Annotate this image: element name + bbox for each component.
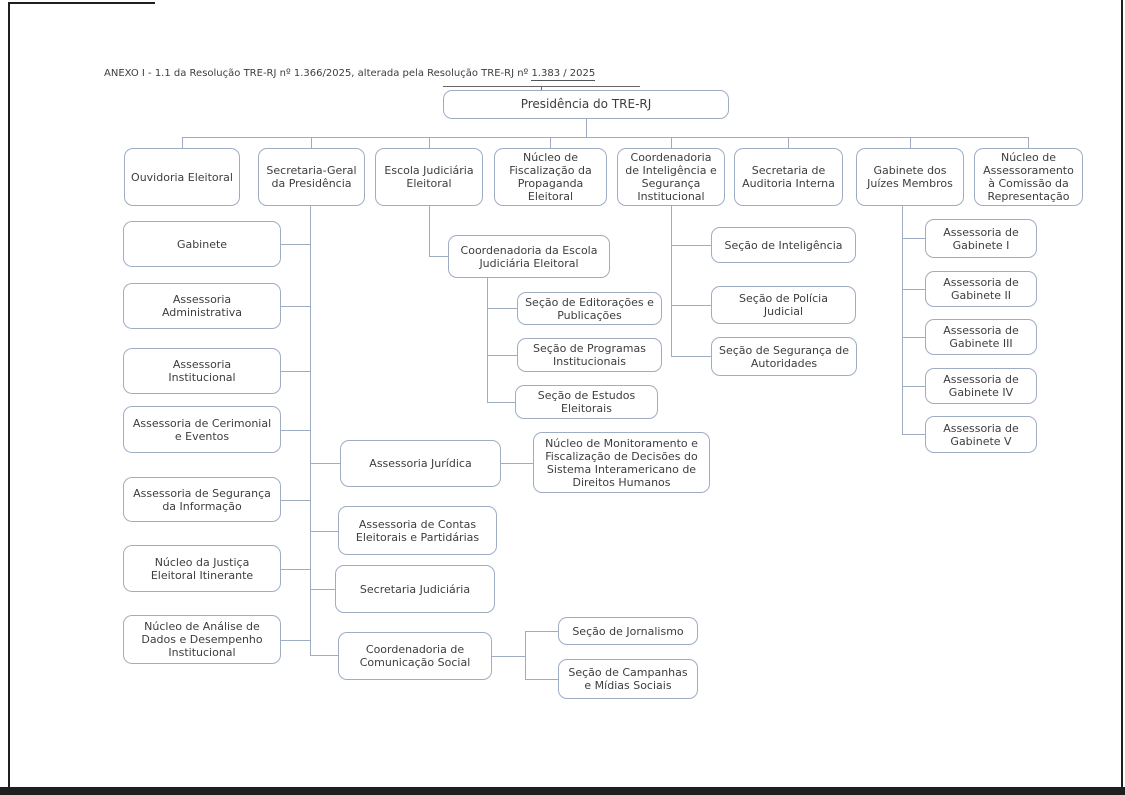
org-node-label: Escola Judiciária Eleitoral — [384, 164, 474, 190]
org-node-label: Seção de Campanhas e Mídias Sociais — [568, 666, 688, 692]
page-border-left — [8, 2, 10, 787]
org-node-assessoria-gabinete-3 — [925, 319, 1037, 355]
org-node-label: Assessoria de Gabinete V — [943, 421, 1019, 448]
connector-line — [902, 434, 925, 435]
connector-line — [1028, 137, 1029, 148]
connector-line — [525, 631, 526, 679]
connector-line — [525, 679, 558, 680]
org-node-label: Presidência do TRE-RJ — [520, 97, 652, 111]
org-node-nucleo-monitoramento-sidh — [533, 432, 710, 493]
org-node-assessoria-contas — [338, 506, 497, 555]
org-node-secao-estudos — [515, 385, 658, 419]
org-node-secao-policia-judicial — [711, 286, 856, 324]
org-node-assessoria-institucional — [123, 348, 281, 394]
org-node-coordenadoria-inteligencia — [617, 148, 725, 206]
connector-line — [281, 430, 310, 431]
org-node-presidencia — [443, 90, 729, 119]
org-node-nucleo-analise-dados — [123, 615, 281, 664]
org-node-label: Assessoria de Gabinete III — [943, 324, 1019, 350]
org-node-label: Coordenadoria de Inteligência e Segurança Institucional — [625, 151, 717, 203]
connector-line — [281, 500, 310, 501]
connector-line — [310, 655, 338, 656]
org-node-label: Coordenadoria da Escola Judiciária Eleitoral — [460, 243, 598, 270]
org-node-label: Núcleo de Análise de Dados e Desempenho Institucional — [141, 620, 263, 659]
connector-line — [671, 356, 711, 357]
connector-line — [586, 119, 587, 137]
org-node-label: Assessoria Jurídica — [369, 457, 472, 470]
org-node-secao-editoracoes — [517, 292, 662, 325]
org-node-assessoria-gabinete-2 — [925, 271, 1037, 307]
connector-line — [281, 306, 310, 307]
org-node-label: Assessoria de Gabinete I — [943, 225, 1019, 252]
connector-line — [310, 463, 340, 464]
org-node-gabinete-juizes — [856, 148, 964, 206]
org-node-secao-jornalismo — [558, 617, 698, 645]
org-node-ouvidoria — [124, 148, 240, 206]
connector-line — [429, 256, 448, 257]
org-node-secretaria-judiciaria — [335, 565, 495, 613]
org-node-label: Gabinete — [176, 237, 228, 251]
connector-line — [525, 631, 558, 632]
org-node-coordenadoria-escola — [448, 235, 610, 278]
org-node-label: Assessoria de Gabinete II — [943, 276, 1019, 302]
connector-line — [671, 245, 711, 246]
connector-line — [182, 137, 1029, 138]
org-node-secao-campanhas — [558, 659, 698, 699]
org-node-assessoria-administrativa — [123, 283, 281, 329]
org-node-label: Assessoria de Cerimonial e Eventos — [132, 416, 272, 443]
connector-line — [281, 244, 310, 245]
connector-line — [902, 337, 925, 338]
org-node-label: Seção de Editorações e Publicações — [525, 295, 654, 322]
connector-line — [310, 589, 335, 590]
org-node-label: Seção de Segurança de Autoridades — [719, 343, 849, 370]
org-node-assessoria-cerimonial — [123, 406, 281, 453]
org-node-label: Secretaria-Geral da Presidência — [266, 164, 357, 190]
connector-line — [281, 569, 310, 570]
connector-line — [310, 531, 338, 532]
org-node-label: Assessoria Administrativa — [161, 293, 243, 319]
org-node-nucleo-assessoramento-comissao — [974, 148, 1083, 206]
org-node-coordenadoria-comunicacao — [338, 632, 492, 680]
org-node-label: Núcleo da Justiça Eleitoral Itinerante — [150, 555, 254, 582]
connector-line — [671, 137, 672, 148]
connector-line — [492, 656, 525, 657]
page-border-right — [1121, 0, 1123, 787]
connector-line — [429, 206, 430, 257]
connector-line — [671, 206, 672, 356]
org-node-label: Assessoria de Gabinete IV — [943, 373, 1019, 399]
annotation-text — [104, 68, 595, 79]
org-node-escola-judiciaria — [375, 148, 483, 206]
connector-line — [902, 206, 903, 435]
org-node-auditoria-interna — [734, 148, 843, 206]
connector-line — [671, 305, 711, 306]
org-node-secao-seguranca-autoridades — [711, 337, 857, 376]
org-node-label: Núcleo de Monitoramento e Fiscalização de Decisões do Sistema Interamericano de Direitos Humanos — [545, 436, 698, 489]
org-node-secretaria-geral — [258, 148, 365, 206]
org-node-nucleo-justica-itinerante — [123, 545, 281, 592]
org-node-gabinete — [123, 221, 281, 267]
annotation-amended-number: 1.383 / 2025 — [531, 68, 596, 79]
connector-line — [487, 308, 517, 309]
connector-line — [902, 386, 925, 387]
connector-line — [902, 238, 925, 239]
connector-line — [429, 137, 430, 148]
org-node-label: Secretaria de Auditoria Interna — [742, 164, 835, 190]
org-node-nucleo-fiscalizacao-propaganda — [494, 148, 607, 206]
org-node-label: Seção de Inteligência — [724, 238, 843, 252]
org-node-label: Coordenadoria de Comunicação Social — [359, 643, 471, 669]
connector-line — [487, 355, 517, 356]
org-node-assessoria-gabinete-5 — [925, 416, 1037, 453]
org-node-assessoria-juridica — [340, 440, 501, 487]
org-node-secao-programas — [517, 338, 662, 372]
annotation-prefix: ANEXO I - 1.1 da Resolução TRE-RJ nº 1.366/2025, alterada pela Resolução TRE-RJ nº — [104, 68, 532, 79]
connector-line — [902, 289, 925, 290]
connector-line — [788, 137, 789, 148]
org-node-label: Assessoria Institucional — [168, 358, 236, 384]
connector-line — [311, 137, 312, 148]
org-node-label: Seção de Programas Institucionais — [533, 342, 646, 368]
org-node-assessoria-gabinete-4 — [925, 368, 1037, 404]
org-node-label: Assessoria de Segurança da Informação — [133, 486, 271, 513]
connector-line — [487, 278, 488, 402]
connector-line — [910, 137, 911, 148]
org-node-label: Ouvidoria Eleitoral — [131, 170, 233, 184]
connector-line — [487, 402, 515, 403]
page-border-top — [8, 2, 155, 4]
org-node-assessoria-gabinete-1 — [925, 219, 1037, 258]
connector-line — [182, 137, 183, 148]
org-node-label: Assessoria de Contas Eleitorais e Partidárias — [355, 517, 480, 544]
page-border-bottom — [0, 787, 1125, 795]
org-node-label: Secretaria Judiciária — [359, 582, 471, 596]
connector-line — [281, 640, 310, 641]
org-node-label: Seção de Estudos Eleitorais — [537, 389, 636, 415]
org-node-label: Núcleo de Fiscalização da Propaganda Eleitoral — [509, 151, 592, 203]
org-node-label: Seção de Polícia Judicial — [739, 292, 828, 318]
connector-line — [501, 463, 533, 464]
org-node-label: Seção de Jornalismo — [572, 624, 684, 638]
org-node-secao-inteligencia — [711, 227, 856, 263]
org-node-assessoria-seguranca-informacao — [123, 477, 281, 522]
org-node-label: Núcleo de Assessoramento à Comissão da Representação — [983, 151, 1074, 203]
org-node-label: Gabinete dos Juízes Membros — [867, 164, 953, 190]
connector-line — [550, 137, 551, 148]
connector-line — [281, 371, 310, 372]
